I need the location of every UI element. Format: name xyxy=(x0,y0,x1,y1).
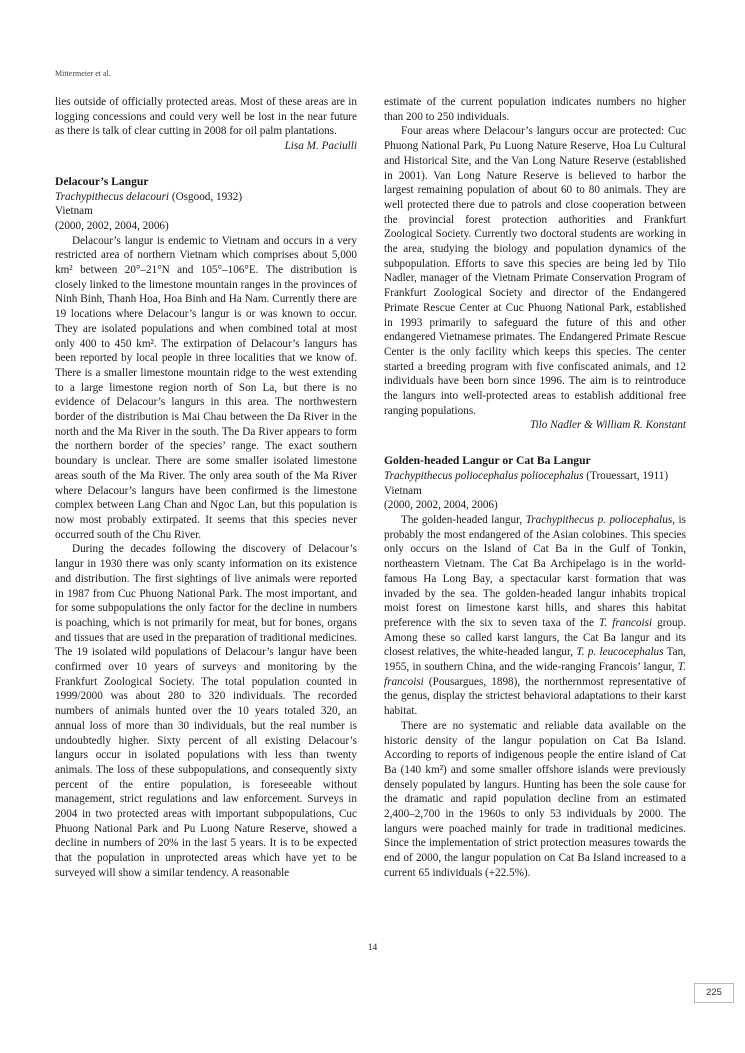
scientific-name: T. p. leucocephalus xyxy=(576,646,664,659)
authority: (Osgood, 1932) xyxy=(171,190,243,203)
author-credit: Tilo Nadler & William R. Konstant xyxy=(529,419,686,432)
corner-page-number: 225 xyxy=(694,983,734,1003)
species-name-line xyxy=(55,190,357,205)
text-run: The golden-headed langur, xyxy=(401,513,526,526)
country: Vietnam xyxy=(384,484,422,497)
scientific-name: Trachypithecus p. poliocephalus xyxy=(525,513,673,526)
country: Vietnam xyxy=(55,205,93,218)
body-paragraph: During the decades following the discovery of Delacour’s langur in 1930 there was only scanty information on its existence and distribution. The first sightings of live animals were reported in 1987 from Cuc Phuong National Park. The most important, and for some subpopulations the only factor for the decline in numbers is poaching, which is not primarily for meat, but for bones, organs and tissues that are used in the preparation of traditional medicines. The 19 isolated wild populations of Delacour’s langur have been confirmed over 10 years of surveys and monitoring by the Frankfurt Zoological Society. The total population counted in 1999/2000 was about 280 to 320 individuals. The recorded numbers of animals hunted over the 10 years totaled 320, an annual loss of more than 30 individuals, but the real number is undoubtedly higher. Sixty percent of all existing Delacour’s langurs occur in isolated populations with less than twenty animals. The loss of these subpopulations, and consequently sixty percent of the entire population, is foreseeable without management, strict regulations and law enforcement. Surveys in 2004 in two protected areas with important subpopulations, Cuc Phuong National Park and Pu Luong Nature Reserve, showed a decline in numbers of 20% in the last 5 years. It is to be expected that the population in unprotected areas which have yet to be surveyed will show a similar tendency. A reasonable xyxy=(55,543,357,879)
text-run: group. Among these so called karst langurs, the Cat Ba langur and its closest relatives, the white-headed langur, xyxy=(384,616,686,659)
body-paragraph: estimate of the current population indicates numbers no higher than 200 to 250 individuals. xyxy=(384,96,686,123)
body-paragraph xyxy=(384,513,686,719)
body-paragraph: Delacour’s langur is endemic to Vietnam and occurs in a very restricted area of northern Vietnam which comprises about 5,000 km² between 20°–21°N and 105°–106°E. The distribution is closely linked to the limestone mountain ranges in the provinces of Ninh Binh, Thanh Hoa, Hoa Binh and Ha Nam. Currently there are 19 locations where Delacour’s langur is or was known to occur. They are isolated populations and when combined total at most only 400 to 450 km². The extirpation of Delacour’s langurs has been reported by local people in three localities that we know of. There is a smaller limestone mountain ridge to the west extending to a large limestone region north of Son La, but there is no evidence of Delacour’s langurs in this area. The northwestern border of the distribution is Mai Chau between the Da River in the north and the Ma River in the south. The Da River appears to form the northern border of the species’ range. The exact southern boundary is unclear. There are some smaller isolated limestone areas south of the Ma River. The only area south of the Ma River where Delacour’s langurs have been confirmed is the limestone complex between Lang Chan and Ngoc Lan, but this population is now most probably extirpated. It seems that this species never occurred south of the Chu River. xyxy=(55,234,357,541)
intro-paragraph: lies outside of officially protected areas. Most of these areas are in logging concessions and could very well be lost in the near future as there is talk of clear cutting in 2008 for oil palm plantations. xyxy=(55,96,357,138)
body-paragraph: Four areas where Delacour’s langurs occur are protected: Cuc Phuong National Park, Pu Luong Nature Reserve, Hoa Lu Cultural and Historical Site, and the Van Long Nature Reserve (established in 2001). Van Long Nature Reserve is believed to harbor the largest remaining population of about 60 to 80 animals. They are well protected there due to patrols and close cooperation between the provincial forest protection authorities and Frankfurt Zoological Society. Currently two doctoral students are working in the area, studying the biology and population dynamics of the subpopulation. Efforts to save this species are being led by Tilo Nadler, manager of the Vietnam Primate Conservation Program of Frankfurt Zoological Society and director of the Endangered Primate Rescue Center at Cuc Phuong National Park, established in 1993 primarily to safeguard the future of this and other endangered Vietnamese primates. The Endangered Primate Rescue Center is the only facility which keeps this species. The center started a breeding program with five confiscated animals, and 12 individuals have been born since 1996. The aim is to reintroduce the langurs into well-protected areas to establish additional free ranging populations. xyxy=(384,125,686,417)
years: (2000, 2002, 2004, 2006) xyxy=(55,219,169,232)
text-run: Tan, 1955, in southern China, and the wide-ranging Francois’ langur, xyxy=(384,646,686,674)
section-title-golden-headed: Golden-headed Langur or Cat Ba Langur xyxy=(384,454,591,468)
section-title-delacour: Delacour’s Langur xyxy=(55,174,149,188)
left-column xyxy=(55,95,357,881)
running-head: Mittermeier et al. xyxy=(55,69,111,78)
scientific-name: Trachypithecus delacouri xyxy=(55,190,170,203)
scientific-name: Trachypithecus poliocephalus poliocephalus xyxy=(384,469,584,482)
scientific-name: T. francoisi xyxy=(599,616,653,629)
years: (2000, 2002, 2004, 2006) xyxy=(384,499,498,512)
scientific-name: T. francoisi xyxy=(384,661,686,688)
species-name-line xyxy=(384,469,686,484)
body-paragraph: There are no systematic and reliable data available on the historic density of the langur population on Cat Ba Island. According to reports of indigenous people the entire island of Cat Ba (140 km²) and some smaller offshore islands were previously densely populated by langurs. Hunting has been the sole cause for the dramatic and rapid population decline from an estimated 2,400–2,700 in the 1960s to only 53 individuals by 2000. The langurs were poached mainly for trade in traditional medicines. Since the implementation of strict protection measures towards the end of 2000, the langur population on Cat Ba Island increased to a current 65 individuals (+22.5%). xyxy=(384,719,686,879)
right-column xyxy=(384,95,686,881)
intro-author: Lisa M. Paciulli xyxy=(284,140,357,153)
page-number: 14 xyxy=(367,943,378,953)
authority: (Trouessart, 1911) xyxy=(586,469,669,482)
text-run: , is probably the most endangered of the Asian colobines. This species only occurs on the Island of Cat Ba in the Gulf of Tonkin, northeastern Vietnam. The Cat Ba Archipelago is in the world-famous Ha Long Bay, a spectacular karst formation that was invaded by the sea. The golden-headed langur inhabits tropical moist forest on limestone karst hills, and shares this habitat preference with the six to seven taxa of the xyxy=(384,513,686,629)
text-run: (Pousargues, 1898), the northernmost representative of the genus, display the strictest behavioral adaptations to their karst habitat. xyxy=(384,675,686,718)
